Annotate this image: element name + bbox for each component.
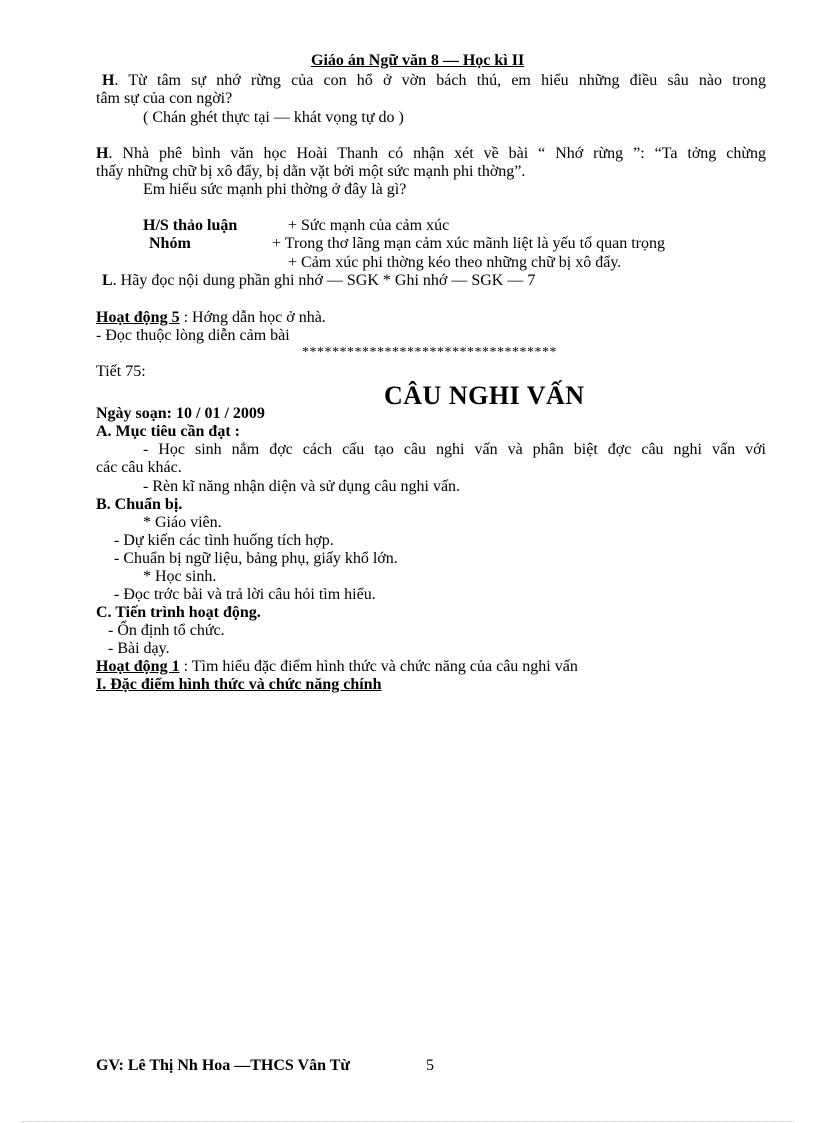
question-1-line-2: tâm sự của con ngời? xyxy=(96,90,233,107)
separator-stars: ********************************** xyxy=(302,345,557,360)
preparation-item-1: - Dự kiến các tình huống tích hợp. xyxy=(114,532,334,549)
discussion-item-2: + Trong thơ lãng mạn cảm xúc mãnh liệt là yếu tố quan trọng xyxy=(272,235,665,252)
instruction-marker: L xyxy=(102,272,113,289)
instruction-line xyxy=(102,272,535,290)
page-header-title: Giáo án Ngữ văn 8 — Học kì II xyxy=(311,52,525,69)
lesson-period: Tiết 75: xyxy=(96,363,146,380)
lesson-title: CÂU NGHI VẤN xyxy=(384,381,585,410)
page-bottom-rule xyxy=(22,1121,794,1122)
activity-1-line xyxy=(96,658,578,676)
objective-1-line-1: - Học sinh nắm đợc cách cấu tạo câu nghi vấn và phân biệt đợc câu nghi vấn với xyxy=(143,441,766,458)
process-item-1: - Ổn định tổ chức. xyxy=(108,622,225,639)
part-1-heading: I. Đặc điểm hình thức và chức năng chính xyxy=(96,676,382,693)
objective-1-line-2: các câu khác. xyxy=(96,459,182,476)
footer-page-number: 5 xyxy=(426,1057,434,1074)
teacher-heading: * Giáo viên. xyxy=(143,514,222,531)
section-b-heading: B. Chuẩn bị. xyxy=(96,496,183,513)
process-item-2: - Bài dạy. xyxy=(108,640,170,657)
section-c-heading: C. Tiến trình hoạt động. xyxy=(96,604,261,621)
section-a-heading: A. Mục tiêu cần đạt : xyxy=(96,423,240,440)
question-1-line-1 xyxy=(102,72,766,90)
group-label: Nhóm xyxy=(149,235,191,252)
question-2-text: . Nhà phê bình văn học Hoài Thanh có nhận xét về bài “ Nhớ rừng ”: “Ta tởng chừng xyxy=(108,145,766,162)
preparation-item-2: - Chuẩn bị ngữ liệu, bảng phụ, giấy khổ lớn. xyxy=(114,550,398,567)
activity-1-label: Hoạt động 1 xyxy=(96,658,180,675)
objective-2: - Rèn kĩ năng nhận diện và sử dụng câu nghi vấn. xyxy=(143,478,461,495)
question-1-marker: H xyxy=(102,72,115,89)
activity-5-label: Hoạt động 5 xyxy=(96,309,180,326)
lesson-date: Ngày soạn: 10 / 01 / 2009 xyxy=(96,405,265,422)
activity-5-text: : Hớng dẫn học ở nhà. xyxy=(179,309,326,326)
activity-5-item-1: - Đọc thuộc lòng diễn cảm bài xyxy=(96,327,290,344)
question-2-line-2: thấy những chữ bị xô đẩy, bị dằn vặt bởi một sức mạnh phi thờng”. xyxy=(96,163,526,180)
question-1-answer: ( Chán ghét thực tại — khát vọng tự do ) xyxy=(143,109,404,126)
discussion-label: H/S thảo luận xyxy=(143,217,238,234)
activity-1-text: : Tìm hiểu đặc điểm hình thức và chức năng của câu nghi vấn xyxy=(179,658,578,675)
student-heading: * Học sinh. xyxy=(143,568,217,585)
discussion-item-1: + Sức mạnh của cảm xúc xyxy=(288,217,450,234)
footer-teacher: GV: Lê Thị Nh Hoa —THCS Vân Từ xyxy=(96,1057,350,1074)
question-2-marker: H xyxy=(96,145,109,162)
instruction-text: . Hãy đọc nội dung phần ghi nhớ — SGK * Ghi nhớ — SGK — 7 xyxy=(112,272,536,289)
activity-5-line xyxy=(96,309,326,327)
question-1-text: . Từ tâm sự nhớ rừng của con hổ ở vờn bách thú, em hiểu những điều sâu nào trong xyxy=(114,72,766,89)
preparation-item-3: - Đọc trớc bài và trả lời câu hỏi tìm hiểu. xyxy=(114,586,376,603)
question-2-line-3: Em hiểu sức mạnh phi thờng ở đây là gì? xyxy=(143,181,407,198)
question-2-line-1 xyxy=(96,145,766,163)
discussion-item-3: + Cảm xúc phi thờng kéo theo những chữ bị xô đẩy. xyxy=(288,254,622,271)
